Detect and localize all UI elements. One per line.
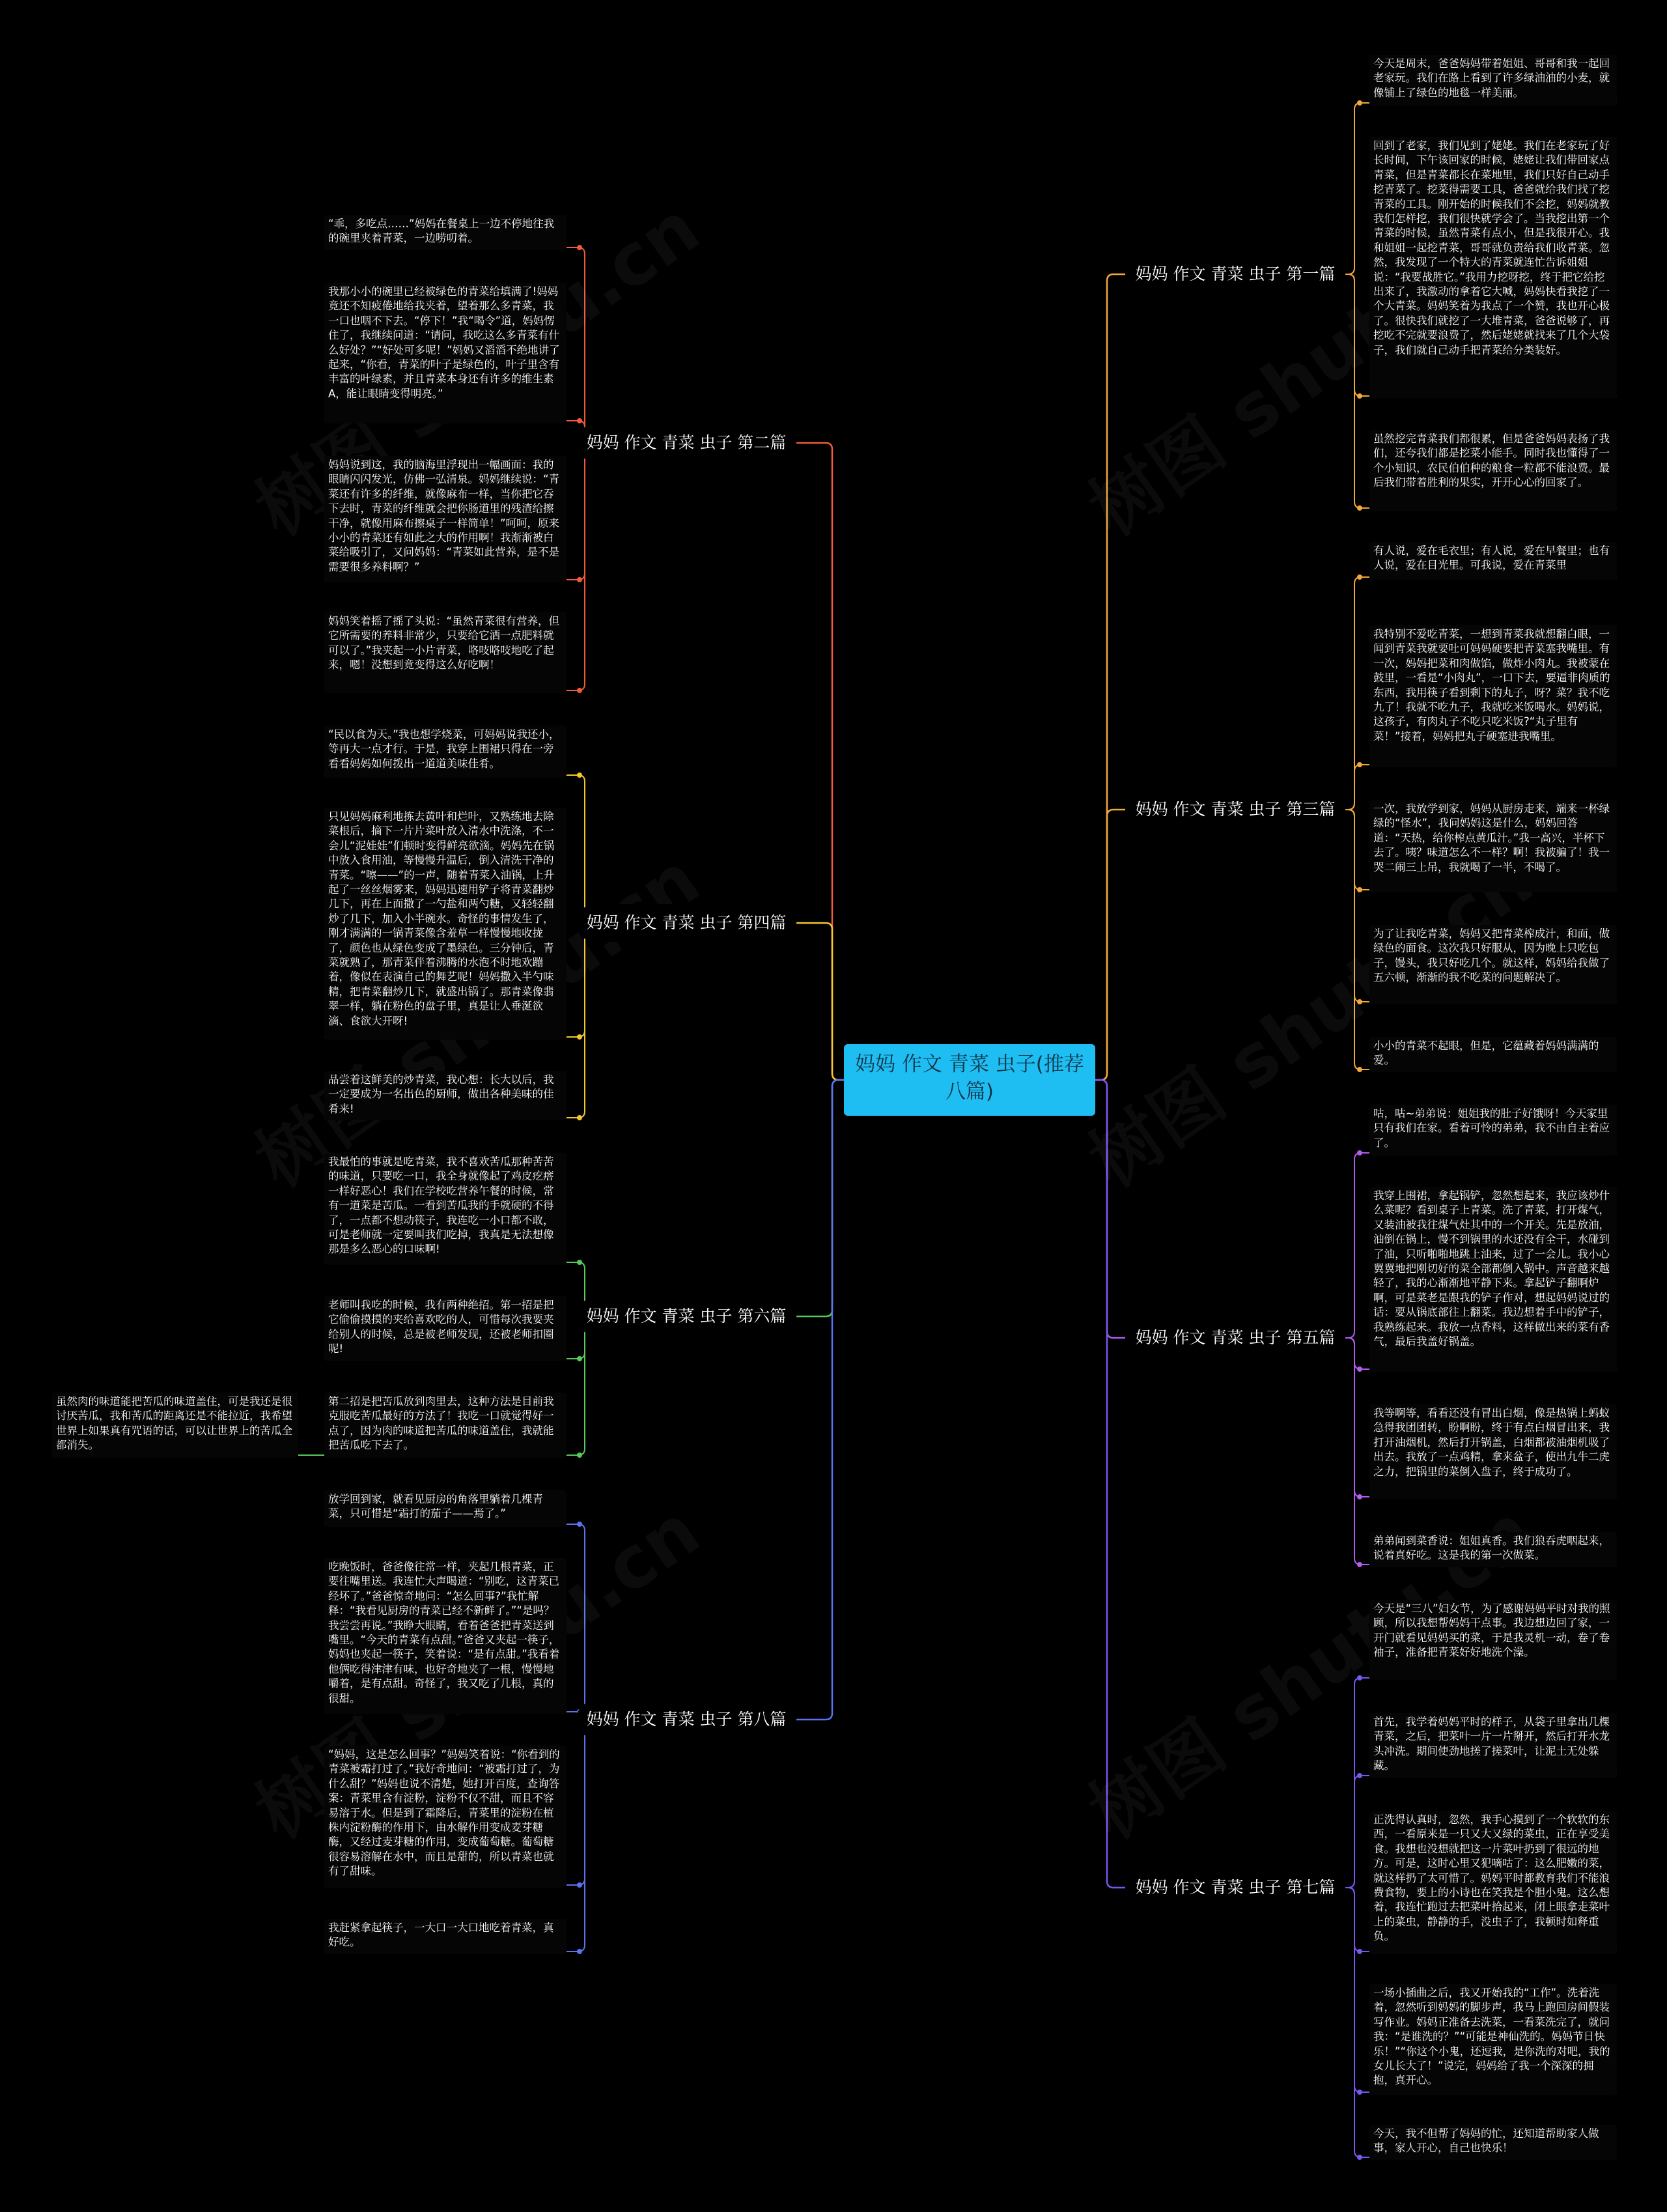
branch-3-leaf-5: 小小的青菜不起眼，但是，它蕴藏着妈妈满满的爱。 [1369, 1037, 1617, 1072]
branch-8-leaf-3: “妈妈，这是怎么回事？”妈妈笑着说：“你看到的青菜被霜打过了。”我好奇地问：“被霜打过了，为什么甜？”妈妈也说不清楚，她打开百度，查询答案：青菜里含有淀粉，淀粉不仅不甜，而且不容易溶于水。但是到了霜降后，青菜里的淀粉在植株内淀粉酶的作用下，由水解作用变成麦芽糖酶，又经过麦芽糖的作用，变成葡萄糖。葡萄糖很容易溶解在水中，而且是甜的，所以青菜也就有了甜味。 [324, 1746, 567, 1888]
branch-4-leaf-3: 品尝着这鲜美的炒青菜，我心想：长大以后，我一定要成为一名出色的厨师，做出各种美味的佳肴来! [324, 1071, 567, 1120]
root-topic[interactable]: 妈妈 作文 青菜 虫子(推荐八篇) [844, 1044, 1095, 1116]
branch-8-leaf-4: 我赶紧拿起筷子，一大口一大口地吃着青菜，真好吃。 [324, 1919, 567, 1954]
connector-dot [577, 773, 582, 778]
connector-dot [577, 418, 582, 423]
branch-7-leaf-1: 今天是“三八”妇女节，为了感谢妈妈平时对我的照顾，所以我想帮妈妈干点事。我边想边回了家，一开门就看见妈妈买的菜，于是我灵机一动，卷了卷袖子，准备把青菜好好地洗个澡。 [1369, 1600, 1617, 1680]
branch-3[interactable]: 妈妈 作文 青菜 虫子 第三篇 [1125, 791, 1345, 829]
branch-7-leaf-2: 首先，我学着妈妈平时的样子，从袋子里拿出几棵青菜，之后，把菜叶一片一片掰开，然后打开水龙头冲洗。期间使劲地搓了搓菜叶，让泥土无处躲藏。 [1369, 1713, 1617, 1778]
connector-dot [577, 1356, 582, 1361]
connector-dot [1357, 2090, 1362, 2095]
branch-3-leaf-1: 有人说，爱在毛衣里；有人说，爱在早餐里；也有人说，爱在目光里。可我说，爱在青菜里 [1369, 542, 1617, 580]
connector-dot [577, 1453, 582, 1458]
connector-dot [1357, 1949, 1362, 1954]
connector-dot [577, 688, 582, 693]
branch-4-leaf-2: 只见妈妈麻利地拣去黄叶和烂叶，又熟练地去除菜根后，摘下一片片菜叶放入清水中洗涤，不一会儿“泥娃娃”们顿时变得鲜亮欲滴。妈妈先在锅中放入食用油，等慢慢升温后，倒入清洗干净的青菜。“嚓——”的一声，随着青菜入油锅，上升起了一丝丝烟雾来，妈妈迅速用铲子将青菜翻炒几下，再在上面撒了一勺盐和两勺糖，又轻轻翻炒了几下，加入小半碗水。奇怪的事情发生了，刚才满满的一锅青菜像含羞草一样慢慢地收拢了，颜色也从绿色变成了墨绿色。三分钟后，青菜就熟了，那青菜伴着沸腾的水泡不时地欢蹦着，像似在表演自己的舞艺呢！妈妈撒入半勺味精，把青菜翻炒几下，就盛出锅了。那青菜像翡翠一样，躺在粉色的盘子里，真是让人垂涎欲滴、食欲大开呀! [324, 808, 567, 1040]
branch-2[interactable]: 妈妈 作文 青菜 虫子 第二篇 [576, 424, 796, 462]
branch-3-leaf-2: 我特别不爱吃青菜，一想到青菜我就想翻白眼，一闻到青菜我就要吐可妈妈硬要把青菜塞我嘴里。有一次，妈妈把菜和肉做馅，做炸小肉丸。我被蒙在鼓里，一看是“小肉丸”，一口下去，要逼非肉质的东西，我用筷子看到剩下的丸子，呀？菜？我不吃九了！我就不吃九子，我就吃米饭喝水。妈妈说，这孩子，有肉丸子不吃只吃米饭?“丸子里有菜！”接着，妈妈把丸子硬塞进我嘴里。 [1369, 625, 1617, 767]
connector-dot [1357, 887, 1362, 892]
connector-dot [1357, 1067, 1362, 1072]
branch-4-leaf-1: “民以食为天。”我也想学烧菜，可妈妈说我还小，等再大一点才行。于是，我穿上围裙只得在一旁看看妈妈如何拨出一道道美味佳肴。 [324, 726, 567, 778]
branch-1-leaf-3: 虽然挖完青菜我们都很累，但是爸爸妈妈表扬了我们，还夸我们都是挖菜小能手。同时我也懂得了一个小知识，农民伯伯种的粮食一粒都不能浪费。最后我们带着胜利的果实，开开心心的回家了。 [1369, 430, 1617, 511]
branch-6-subleaf: 虽然肉的味道能把苦瓜的味道盖住，可是我还是很讨厌苦瓜，我和苦瓜的距离还是不能拉近，我希望世界上如果真有咒语的话，可以让世界上的苦瓜全都消失。 [52, 1393, 298, 1458]
connector-dot [1357, 100, 1362, 106]
branch-1-leaf-1: 今天是周末，爸爸妈妈带着姐姐、哥哥和我一起回老家玩。我们在路上看到了许多绿油油的小麦，就像铺上了绿色的地毯一样美丽。 [1369, 55, 1617, 106]
connector-dot [577, 1522, 582, 1527]
branch-2-leaf-2: 我那小小的碗里已经被绿色的青菜给填满了!妈妈竟还不知疲倦地给我夹着，望着那么多青菜，我一口也咽不下去。“停下！”我“喝令”道，妈妈愣住了，我继续问道：“请问，我吃这么多青菜有什么好处？”“好处可多呢！”妈妈又滔滔不绝地讲了起来，“你看，青菜的叶子是绿色的，叶子里含有丰富的叶绿素，并且青菜本身还有许多的维生素A，能让眼睛变得明亮。” [324, 283, 567, 423]
connector-line [1095, 274, 1125, 1080]
branch-4[interactable]: 妈妈 作文 青菜 虫子 第四篇 [576, 904, 796, 942]
branch-5-leaf-1: 咕，咕~弟弟说：姐姐我的肚子好饿呀！今天家里只有我们在家。看着可怜的弟弟，我不由自主着应了。 [1369, 1105, 1617, 1156]
branch-7-leaf-4: 一场小插曲之后，我又开始我的“工作”。洗着洗着，忽然听到妈妈的脚步声，我马上跑回房间假装写作业。妈妈正准备去洗菜，一看菜洗完了，就问我：“是谁洗的？”“可能是神仙洗的。妈妈节日快乐！”“你这个小鬼，还逗我，是你洗的对吧，我的女儿长大了！”说完，妈妈给了我一个深深的拥抱，真开心。 [1369, 1984, 1617, 2095]
connector-dot [1357, 393, 1362, 399]
branch-2-leaf-3: 妈妈说到这，我的脑海里浮现出一幅画面：我的眼睛闪闪发光，仿佛一弘清泉。妈妈继续说：“青菜还有许多的纤维，就像麻布一样，当你把它吞下去时，青菜的纤维就会把你肠道里的残渣给擦干净，就像用麻布擦桌子一样简单！”呵呵，原来小小的青菜还有如此之大的作用啊！我渐渐被白菜给吸引了，又问妈妈：“青菜如此营养，是不是需要很多养料啊？” [324, 456, 567, 582]
connector-line [796, 923, 844, 1080]
connector-dot [577, 1882, 582, 1888]
branch-2-leaf-4: 妈妈笑着摇了摇了头说：“虽然青菜很有营养，但它所需要的养料非常少，只要给它洒一点肥料就可以了。”我夹起一小片青菜，咯吱咯吱地吃了起来，嗯！没想到竟变得这么好吃啊！ [324, 612, 567, 693]
connector-dot [577, 1260, 582, 1265]
branch-5-leaf-3: 我等啊等，看看还没有冒出白烟，像是热锅上蚂蚁急得我团团转，盼啊盼，终于有点白烟冒出来，我打开油烟机，然后打开锅盖，白烟都被油烟机吸了出去。我放了一点鸡精，拿来盆子，使出九牛二虎之力，把锅里的菜倒入盘子，终于成功了。 [1369, 1404, 1617, 1499]
branch-6-leaf-3: 第二招是把苦瓜放到肉里去，这种方法是目前我克服吃苦瓜最好的方法了！我吃一口就觉得好一点了，因为肉的味道把苦瓜的味道盖住，我就能把苦瓜吃下去了。 [324, 1393, 567, 1458]
branch-5-leaf-4: 弟弟闻到菜香说：姐姐真香。我们狼吞虎咽起来，说着真好吃。这是我的第一次做菜。 [1369, 1532, 1617, 1567]
connector-dot [1357, 574, 1362, 580]
branch-1-leaf-2: 回到了老家，我们见到了姥姥。我们在老家玩了好长时间，下午该回家的时候，姥姥让我们带回家点青菜，但是青菜都长在菜地里，我们只好自己动手挖青菜了。挖菜得需要工具，爸爸就给我们找了挖青菜的工具。刚开始的时候我们不会挖，妈妈就教我们怎样挖，我们很快就学会了。当我挖出第一个青菜的时候，虽然青菜有点小，但是我很开心。我和姐姐一起挖青菜，哥哥就负责给我们收青菜。忽然，我发现了一个特大的青菜就连忙告诉姐姐说：“我要战胜它。”我用力挖呀挖，终于把它给挖出来了，我激动的拿着它大喊，妈妈快看我挖了一个大青菜。妈妈笑着为我点了一个赞，我也开心极了。很快我们就挖了一大堆青菜，爸爸说够了，再挖吃不完就要浪费了，然后姥姥就找来了几个大袋子，我们就自己动手把青菜给分类装好。 [1369, 137, 1617, 399]
connector-dot [1357, 1494, 1362, 1499]
branch-2-leaf-1: “乖，多吃点……”妈妈在餐桌上一边不停地往我的碗里夹着青菜，一边唠叨着。 [324, 215, 567, 250]
connector-dot [577, 1115, 582, 1120]
branch-6-leaf-2: 老师叫我吃的时候，我有两种绝招。第一招是把它偷偷摸摸的夹给喜欢吃的人，可惜每次我要夹给别人的时候，总是被老师发现，还被老师扣圈呢! [324, 1296, 567, 1361]
connector-dot [577, 577, 582, 582]
branch-3-leaf-4: 为了让我吃青菜，妈妈又把青菜榨成汁，和面，做绿色的面食。这次我只好服从，因为晚上只吃包子，馒头，我只好吃几个。就这样，妈妈给我做了五六顿，渐渐的我不吃菜的问题解决了。 [1369, 925, 1617, 1004]
connector-dot [1357, 762, 1362, 767]
branch-5[interactable]: 妈妈 作文 青菜 虫子 第五篇 [1125, 1319, 1345, 1357]
connector-dot [1357, 505, 1362, 511]
branch-7-leaf-3: 正洗得认真时，忽然，我手心摸到了一个软软的东西，一看原来是一只又大又绿的菜虫，正在享受美食。我想也没想就把这一片菜叶扔到了很远的地方。可是，这时心里又犯嘀咕了：这么肥嫩的菜，就这样扔了太可惜了。妈妈平时都教育我们不能浪费食物，要上的小诗也在笑我是个胆小鬼。这么想着，我连忙跑过去把菜叶拾起来，闭上眼拿走菜叶上的菜虫，静静的手，没虫子了，我顿时如释重负。 [1369, 1811, 1617, 1954]
branch-3-leaf-3: 一次，我放学到家，妈妈从厨房走来，端来一杯绿绿的“怪水”，我问妈妈这是什么，妈妈回答道：“天热，给你榨点黄瓜汁。”我一高兴，半杯下去了。咦？味道怎么不一样？啊！我被骗了！我一哭二闹三上吊，我就喝了一半，不喝了。 [1369, 800, 1617, 892]
connector-dot [577, 1034, 582, 1040]
branch-7-leaf-5: 今天，我不但帮了妈妈的忙，还知道帮助家人做事，家人开心，自己也快乐！ [1369, 2125, 1617, 2160]
branch-6-leaf-1: 我最怕的事就是吃青菜，我不喜欢苦瓜那种苦苦的味道，只要吃一口，我全身就像起了鸡皮疙瘩一样好恶心！我们在学校吃营养午餐的时候，常有一道菜是苦瓜。一看到苦瓜我的手就硬的不得了，一点都不想动筷子，我连吃一小口都不敢，可是老师就一定要叫我们吃掉，我真是无法想像那是多么恶心的口味啊! [324, 1153, 567, 1265]
connector-dot [577, 1949, 582, 1954]
branch-5-leaf-2: 我穿上围裙，拿起锅铲，忽然想起来，我应该炒什么菜呢？看到桌子上青菜。洗了青菜，打开煤气，又装油被我往煤气灶其中的一个开关。先是放油，油倒在锅上，慢不到锅里的水还没有全干，水碰到了油，只听啪啪地跳上油来，过了一会儿。我小心翼翼地把刚切好的菜全部都倒入锅中。声音越来越轻了，我的心渐渐地平静下来。拿起铲子翻啊炉啊，可是菜老是跟我的铲子作对，想起妈妈说过的话：要从锅底部往上翻菜。我边想着手中的铲子，我熟练起来。我放一点香料，这样做出来的菜有香气，最后我盖好锅盖。 [1369, 1187, 1617, 1372]
connector-line [796, 1080, 844, 1720]
connector-dot [1357, 1773, 1362, 1778]
connector-line [796, 443, 844, 1080]
branch-1[interactable]: 妈妈 作文 青菜 虫子 第一篇 [1125, 255, 1345, 293]
branch-8[interactable]: 妈妈 作文 青菜 虫子 第八篇 [576, 1701, 796, 1738]
branch-6[interactable]: 妈妈 作文 青菜 虫子 第六篇 [576, 1297, 796, 1335]
connector-dot [1357, 1150, 1362, 1156]
branch-7[interactable]: 妈妈 作文 青菜 虫子 第七篇 [1125, 1869, 1345, 1907]
branch-8-leaf-2: 吃晚饭时，爸爸像往常一样，夹起几根青菜，正要往嘴里送。我连忙大声喝道：“别吃，这青菜已经坏了。”爸爸惊奇地问：“怎么回事?”我忙解释：“我看见厨房的青菜已经不新鲜了。”“是吗？我尝尝再说。”我睁大眼睛，看着爸爸把青菜送到嘴里。“今天的青菜有点甜。”爸爸又夹起一筷子，妈妈也夹起一筷子，笑着说：“是有点甜。”我看着他俩吃得津津有味，也好奇地夹了一根，慢慢地嚼着，是有点甜。奇怪了，我又吃了几根，真的很甜。 [324, 1558, 567, 1714]
connector-line [1095, 810, 1125, 1080]
connector-dot [1357, 2155, 1362, 2160]
branch-8-leaf-1: 放学回到家，就看见厨房的角落里躺着几棵青菜，只可惜是“霜打的茄子——焉了。” [324, 1490, 567, 1527]
connector-line [796, 1080, 844, 1316]
connector-dot [1357, 1367, 1362, 1372]
